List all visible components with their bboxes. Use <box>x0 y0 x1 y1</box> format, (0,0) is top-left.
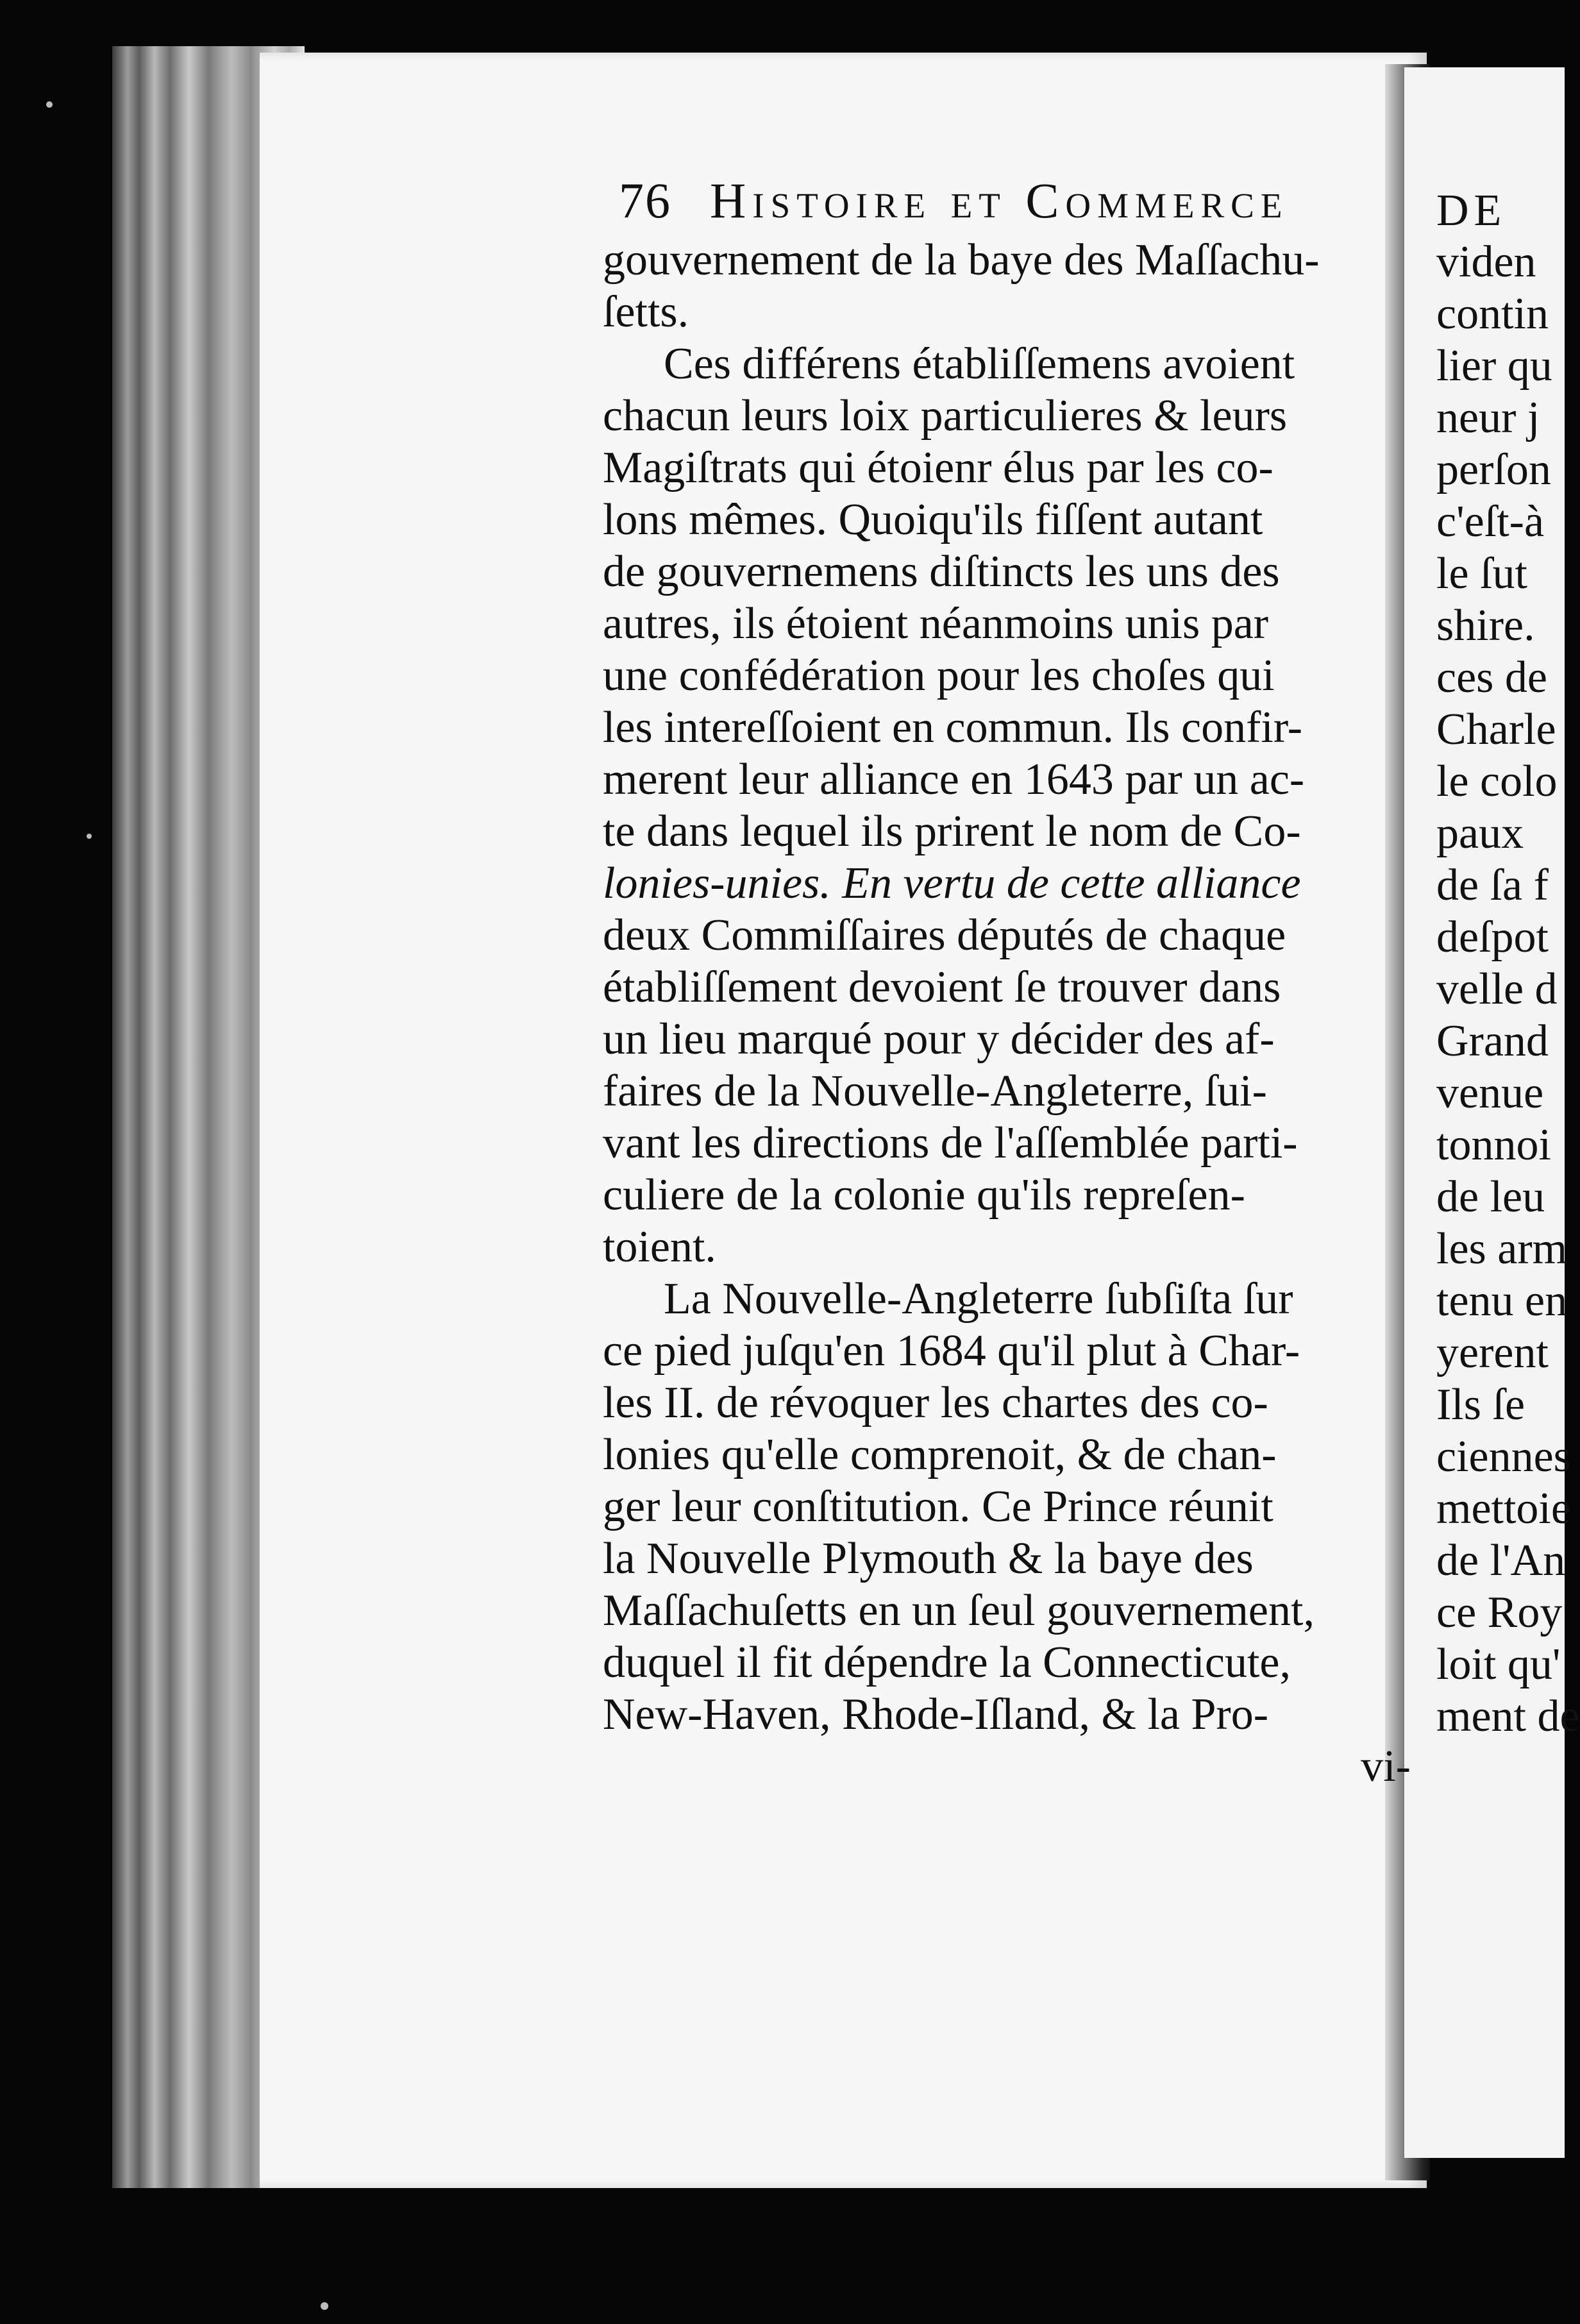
text-line: culiere de la colonie qu'ils repreſen- <box>603 1170 1245 1220</box>
text-line: Ces différens établiſſemens avoient <box>664 339 1295 389</box>
right-text-line: venue <box>1436 1068 1544 1118</box>
right-text-line: le colo <box>1436 757 1558 806</box>
right-text-line: viden <box>1436 237 1536 287</box>
right-text-line: paux <box>1436 809 1524 858</box>
text-line: gouvernement de la baye des Maſſachu- <box>603 235 1320 285</box>
text-line: lonies qu'elle comprenoit, & de chan- <box>603 1430 1277 1479</box>
scan-speck <box>46 101 53 108</box>
right-page-text <box>1436 185 1580 1742</box>
text-line: La Nouvelle-Angleterre ſubſiſta ſur <box>664 1274 1293 1324</box>
right-text-line: deſpot <box>1436 913 1549 962</box>
right-text-line: Ils ſe <box>1436 1380 1525 1429</box>
text-line: chacun leurs loix particulieres & leurs <box>603 391 1288 441</box>
text-line: deux Commiſſaires députés de chaque <box>603 911 1286 960</box>
right-text-line: perſon <box>1436 445 1551 494</box>
right-text-line: tenu en <box>1436 1276 1568 1326</box>
body-text <box>603 234 1411 1792</box>
text-line: Magiſtrats qui étoienr élus par les co- <box>603 443 1273 493</box>
right-text-line: tonnoi <box>1436 1120 1551 1170</box>
text-line: duquel il fit dépendre la Connecticute, <box>603 1638 1291 1687</box>
right-text-line: lier qu <box>1436 341 1552 391</box>
text-line: établiſſement devoient ſe trouver dans <box>603 963 1281 1012</box>
right-text-line: loit qu' <box>1436 1640 1561 1689</box>
right-text-line: yerent <box>1436 1328 1549 1377</box>
text-line: vant les directions de l'aſſemblée parti- <box>603 1118 1298 1168</box>
page-header <box>619 172 1375 236</box>
catchword: vi- <box>1361 1742 1411 1791</box>
right-text-line: neur j <box>1436 393 1540 442</box>
text-line: Maſſachuſetts en un ſeul gouvernement, <box>603 1586 1315 1635</box>
right-text-line: c'eſt-à <box>1436 497 1545 546</box>
right-text-line: ces de <box>1436 653 1547 702</box>
text-line: une confédération pour les choſes qui <box>603 651 1275 700</box>
right-text-line: de ſa f <box>1436 861 1549 910</box>
right-text-line: mettoie <box>1436 1484 1571 1533</box>
text-line: te dans lequel ils prirent le nom de Co- <box>603 807 1301 856</box>
text-line: New-Haven, Rhode-Iſland, & la Pro- <box>603 1690 1269 1739</box>
right-text-line: de l'An <box>1436 1536 1566 1585</box>
scan-speck <box>87 834 92 839</box>
right-text-line: Grand <box>1436 1016 1549 1066</box>
text-line: ſetts. <box>603 287 689 337</box>
right-text-line: contin <box>1436 289 1549 339</box>
text-line: les intereſſoient en commun. Ils confir- <box>603 703 1303 752</box>
text-line: la Nouvelle Plymouth & la baye des <box>603 1534 1254 1583</box>
text-line: ger leur conſtitution. Ce Prince réunit <box>603 1482 1273 1531</box>
right-running-title: DE <box>1436 186 1507 235</box>
right-text-line: ment de <box>1436 1692 1580 1741</box>
page-number: 76 <box>619 173 671 228</box>
text-line: de gouvernemens diſtincts les uns des <box>603 547 1280 596</box>
text-line: les II. de révoquer les chartes des co- <box>603 1378 1268 1427</box>
text-line: faires de la Nouvelle-Angleterre, ſui- <box>603 1066 1267 1116</box>
text-line: lons mêmes. Quoiqu'ils fiſſent autant <box>603 495 1263 544</box>
right-text-line: Charle <box>1436 705 1556 754</box>
right-text-line: ce Roy <box>1436 1588 1563 1637</box>
right-text-line: le ſut <box>1436 549 1527 598</box>
right-text-line: de leu <box>1436 1172 1545 1222</box>
text-line: ce pied juſqu'en 1684 qu'il plut à Char- <box>603 1326 1300 1376</box>
right-text-line: les arm <box>1436 1224 1568 1274</box>
text-line: merent leur alliance en 1643 par un ac- <box>603 755 1305 804</box>
right-text-line: velle d <box>1436 964 1558 1014</box>
text-line: un lieu marqué pour y décider des af- <box>603 1015 1275 1064</box>
scan-speck <box>321 2302 328 2310</box>
running-title: Histoire et Commerce <box>710 173 1289 228</box>
right-text-line: ciennes <box>1436 1432 1571 1481</box>
text-line: autres, ils étoient néanmoins unis par <box>603 599 1269 648</box>
right-text-line: shire. <box>1436 601 1535 650</box>
text-line: toient. <box>603 1222 716 1272</box>
text-line: lonies-unies. En vertu de cette alliance <box>603 859 1301 908</box>
